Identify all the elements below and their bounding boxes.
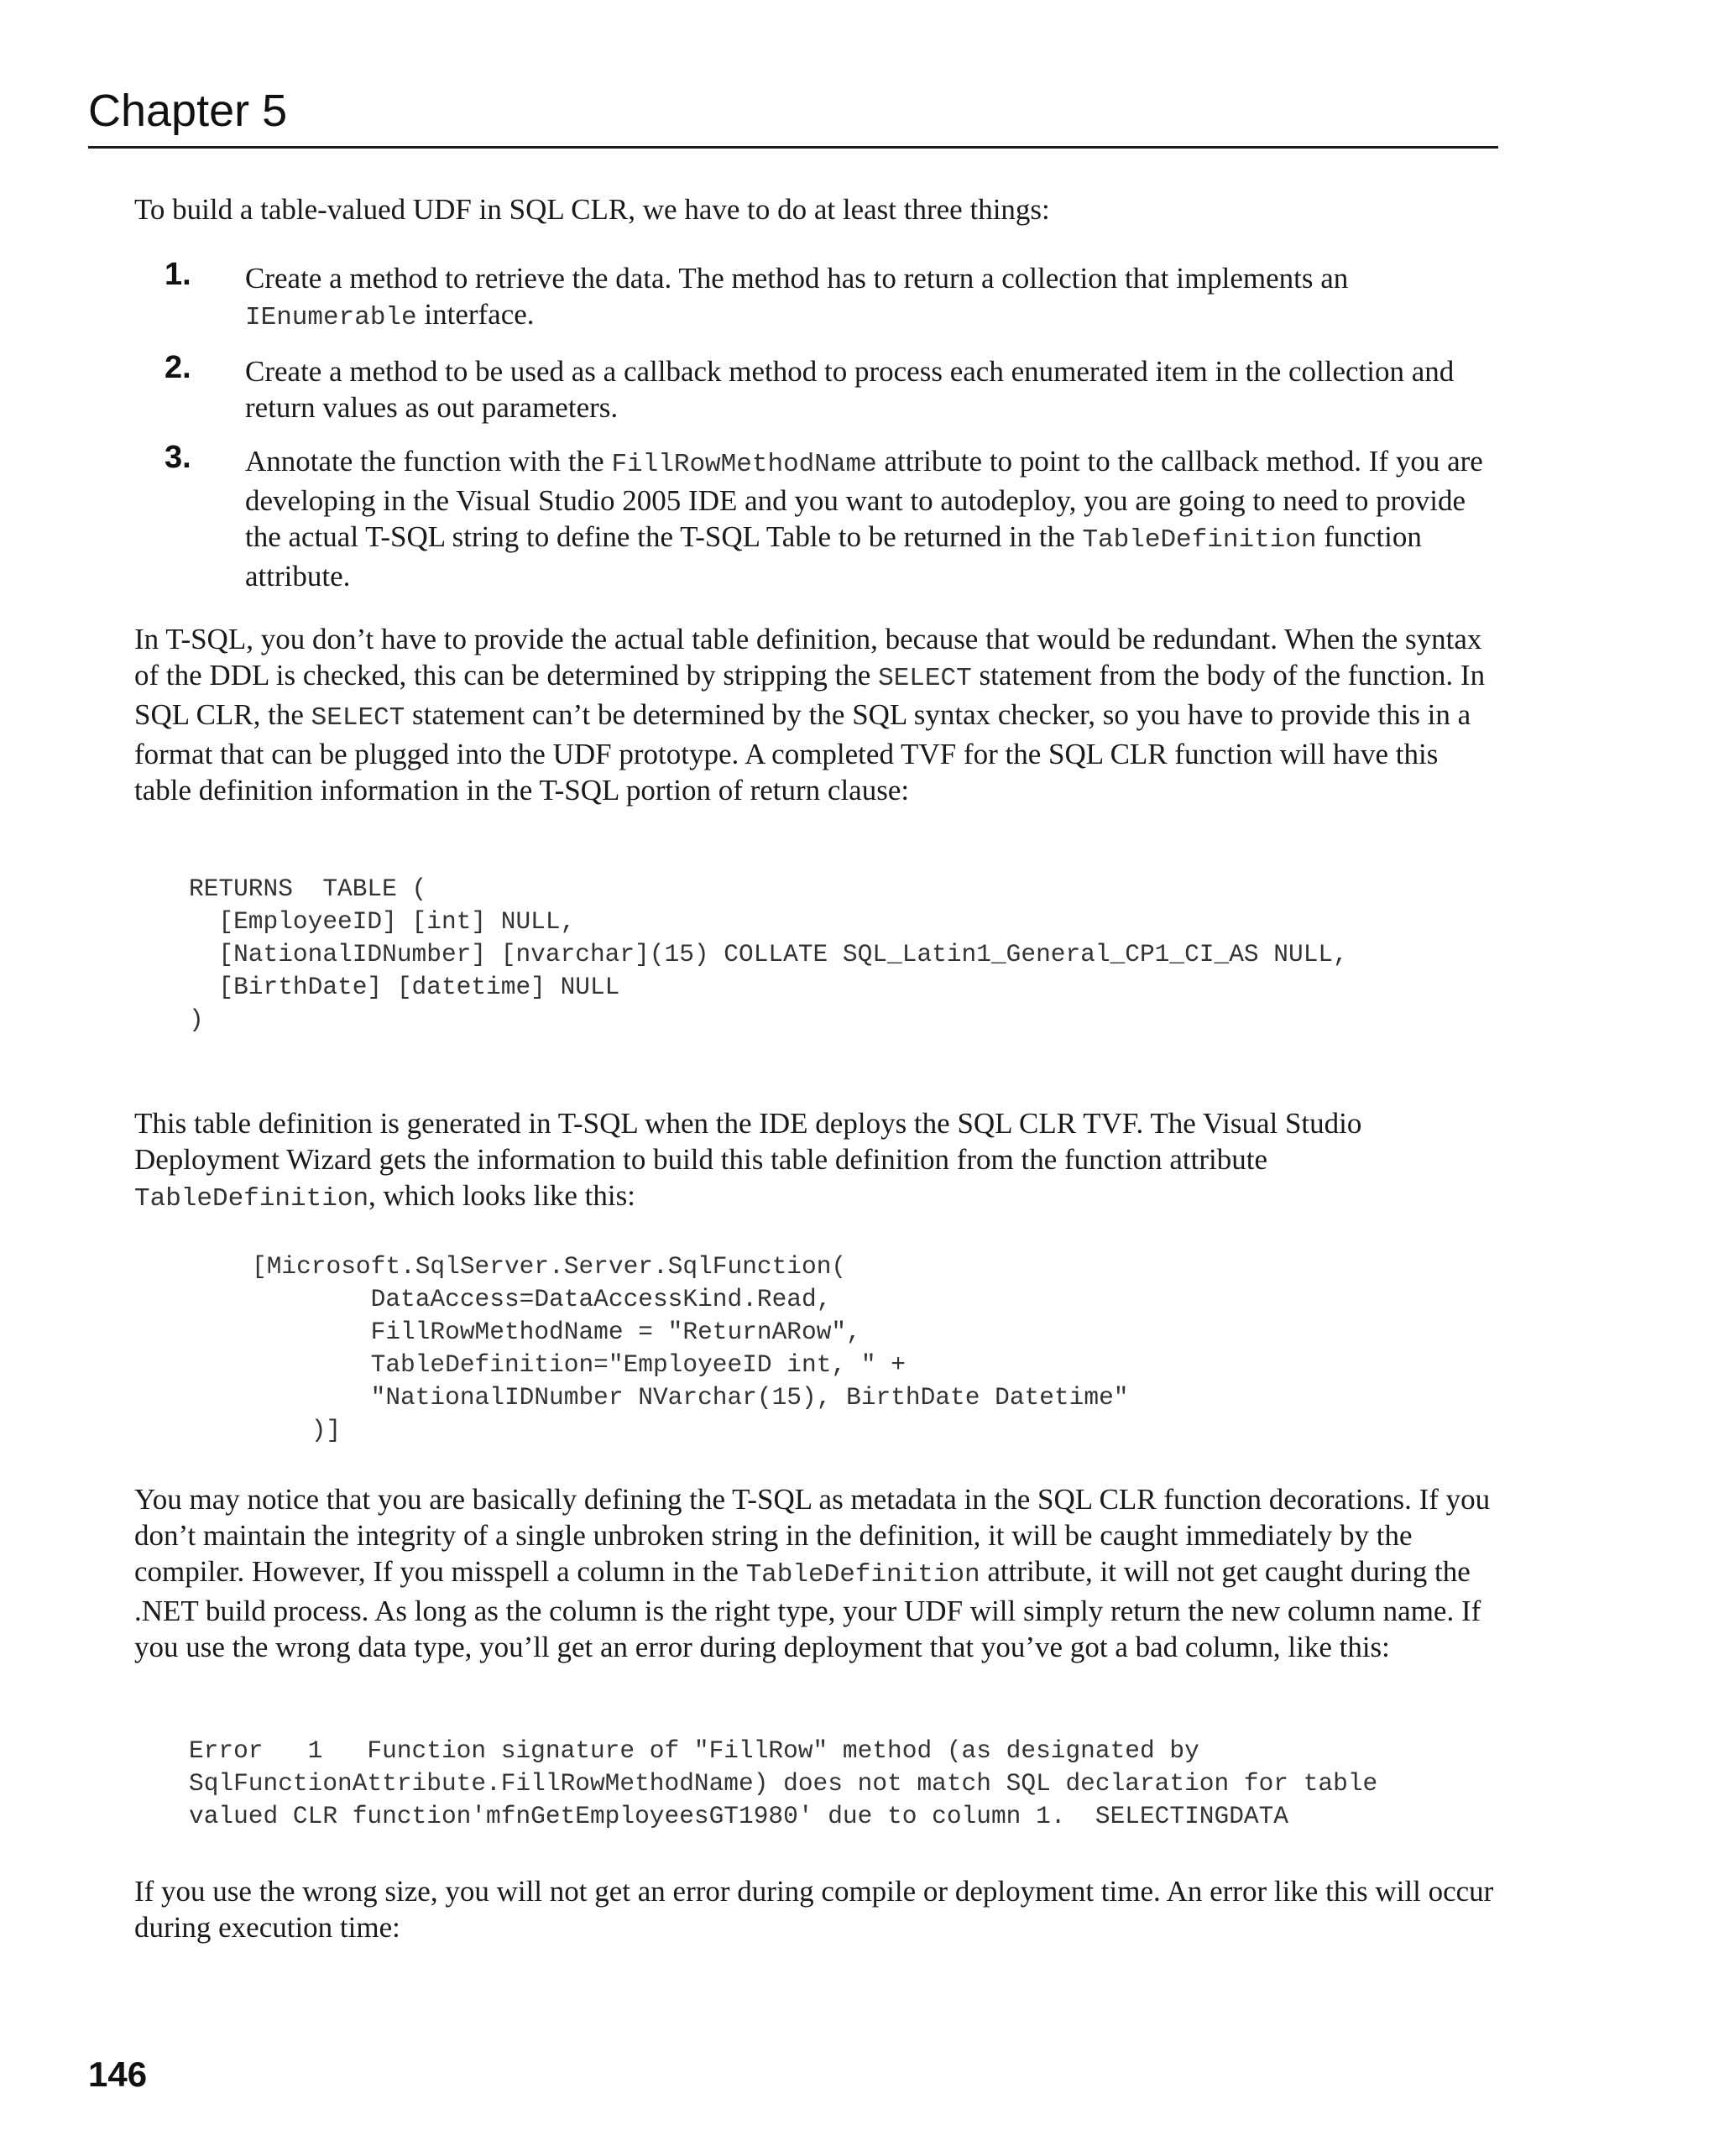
text-run: In T-SQL, you don’t have to provide the actual table definition, because that would be redundant. When the syntax of the DDL is checked, this can be determined by stripping the: [134, 623, 1482, 692]
step-number: 1.: [165, 257, 191, 292]
paragraph-metadata: [134, 1481, 1498, 1665]
inline-code: FillRowMethodName: [611, 450, 877, 479]
text-run: attribute, it will not get caught during the .NET build process. As long as the column is the right type, your UDF will simply return the new column name. If you use the wrong data type, you’ll get an error during deployment that you’ve got a bad column, like this:: [134, 1555, 1481, 1663]
list-item: [134, 440, 1498, 594]
inline-code: TableDefinition: [745, 1560, 980, 1590]
steps-list: [134, 257, 1498, 594]
text-run: , which looks like this:: [368, 1179, 635, 1212]
chapter-title: Chapter 5: [88, 86, 288, 136]
text-run: statement from the body of the function. In SQL CLR, the: [134, 659, 1486, 731]
step-number: 3.: [165, 440, 191, 475]
inline-code: SELECT: [878, 664, 972, 693]
step-text: Create a method to retrieve the data. The method has to return a collection that implements an: [245, 262, 1349, 295]
inline-code: IEnumerable: [245, 303, 417, 332]
inline-code: TableDefinition: [134, 1184, 369, 1214]
text-run: statement can’t be determined by the SQL syntax checker, so you have to provide this in a format that can be plugged into the UDF prototype. A completed TVF for the SQL CLR function will have this table definition information in the T-SQL portion of return clause:: [134, 698, 1471, 807]
list-item: [134, 350, 1498, 425]
paragraph-table-definition: [134, 621, 1498, 808]
code-block-error-message: Error 1 Function signature of "FillRow" method (as designated by SqlFunctionAttribute.FillRowMethodName) does not match SQL declaration for table valued CLR function'mfnGetEmployeesGT1980' due to column 1. SELECTINGDATA: [189, 1736, 1378, 1830]
page-number: 146: [88, 2054, 148, 2094]
step-number: 2.: [165, 350, 191, 385]
inline-code: TableDefinition: [1082, 525, 1317, 555]
text-run: This table definition is generated in T-SQL when the IDE deploys the SQL CLR TVF. The Visual Studio Deployment Wizard gets the information to build this table definition from the function attribute: [134, 1107, 1362, 1176]
code-block-sqlfunction-attribute: [Microsoft.SqlServer.Server.SqlFunction( DataAccess=DataAccessKind.Read, FillRowMethodName = "ReturnARow", TableDefinition="EmployeeID int, " + "NationalIDNumber NVarchar(15), BirthDate Datetime" )]: [252, 1252, 1129, 1444]
paragraph-deployment-wizard: [134, 1105, 1498, 1217]
step-text: Create a method to be used as a callback method to process each enumerated item in the collection and return values as out parameters.: [245, 355, 1455, 424]
intro-paragraph: To build a table-valued UDF in SQL CLR, we have to do at least three things:: [134, 193, 1050, 226]
step-text: interface.: [416, 298, 535, 331]
text-run: You may notice that you are basically defining the T-SQL as metadata in the SQL CLR function decorations. If you don’t maintain the integrity of a single unbroken string in the definition, it will be caught immediately by the compiler. However, If you misspell a column in the: [134, 1483, 1491, 1588]
paragraph-wrong-size: If you use the wrong size, you will not get an error during compile or deployment time. An error like this will occur during execution time:: [134, 1875, 1494, 1944]
step-text: function attribute.: [245, 520, 1422, 593]
step-text: Annotate the function with the: [245, 445, 612, 478]
step-text: attribute to point to the callback method. If you are developing in the Visual Studio 2005 IDE and you want to autodeploy, you are going to need to provide the actual T-SQL string to define the T-SQL Table to be returned in the: [245, 445, 1483, 553]
chapter-header: [88, 84, 1498, 149]
list-item: [134, 257, 1498, 336]
inline-code: SELECT: [311, 703, 405, 733]
code-block-returns-table: RETURNS TABLE ( [EmployeeID] [int] NULL, [NationalIDNumber] [nvarchar](15) COLLATE SQL_Latin1_General_CP1_CI_AS NULL, [BirthDate] [datetime] NULL ): [189, 874, 1348, 1034]
